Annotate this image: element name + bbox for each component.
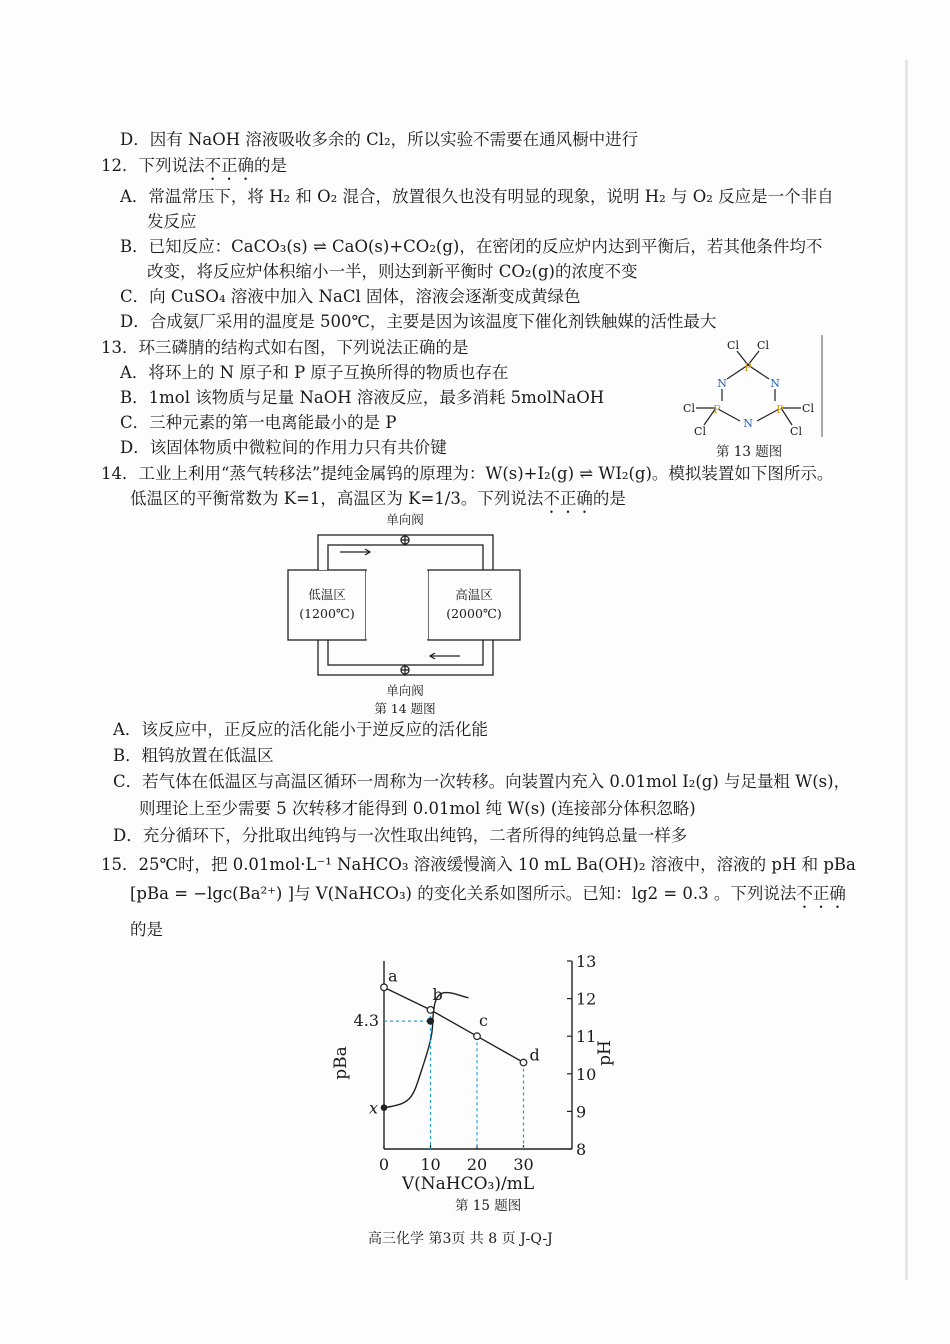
p-atom-left: P [713, 403, 721, 416]
pba-point-x [381, 1104, 388, 1111]
q13-structure-figure [670, 335, 825, 440]
q15-stem-line2-a: [pBa = −lgc(Ba²⁺) ]与 V(NaHCO₃) 的变化关系如图所示。已知：lg2 = 0.3 。下列说法 [130, 884, 797, 903]
n-atom-left: N [717, 377, 727, 390]
q12-option-d: D．合成氨厂采用的温度是 500℃，主要是因为该温度下催化剂铁触媒的活性最大 [120, 312, 717, 331]
right-tick-label: 13 [576, 952, 597, 971]
q15-stem-emphasis: 不正确 [796, 884, 846, 903]
q15-stem-line1: 15．25℃时，把 0.01mol·L⁻¹ NaHCO₃ 溶液缓慢滴入 10 mL Ba(OH)₂ 溶液中，溶液的 pH 和 pBa [101, 855, 856, 874]
cl-atom-4: Cl [802, 402, 814, 415]
left-axis-label: pBa [331, 1046, 351, 1080]
n-atom-bottom: N [743, 417, 753, 430]
q13-option-a: A．将环上的 N 原子和 P 原子互换所得的物质也存在 [120, 363, 509, 382]
q14-stem-line2-a: 低温区的平衡常数为 K=1，高温区为 K=1/3。下列说法 [130, 489, 544, 508]
ph-point-label-c: c [479, 1011, 488, 1031]
q14-apparatus-figure [270, 510, 540, 720]
cl-atom-5: Cl [694, 425, 706, 438]
q13-option-d: D．该固体物质中微粒间的作用力只有共价键 [120, 438, 447, 457]
n-atom-right: N [770, 377, 780, 390]
q14-stem-line1: 14．工业上利用“蒸气转移法”提纯金属钨的原理为：W(s)+I₂(g) ⇌ WI₂(g)。模拟装置如下图所示。 [101, 464, 834, 483]
q15-chart [320, 945, 620, 1194]
ph-point-a [381, 984, 388, 991]
q12-stem-b: 的是 [254, 156, 287, 175]
pba-curve [384, 993, 469, 1108]
ph-point-label-d: d [529, 1045, 540, 1065]
right-axis-label: pH [595, 1040, 615, 1066]
ph-point-d [520, 1059, 527, 1066]
p-atom-right: P [776, 403, 784, 416]
right-tick-label: 10 [576, 1064, 597, 1084]
x-tick-label: 0 [378, 1155, 390, 1174]
q12-option-a-line2: 发反应 [147, 212, 197, 231]
q14-option-c-line2: 则理论上至少需要 5 次转移才能得到 0.01mol 纯 W(s) (连接部分体积忽略) [139, 799, 696, 818]
cl-atom-6: Cl [790, 425, 802, 438]
cl-atom-3: Cl [683, 402, 695, 415]
q14-option-d: D．充分循环下，分批取出纯钨与一次性取出纯钨，二者所得的纯钨总量一样多 [113, 826, 688, 845]
q12-option-a-line1: A．常温常压下，将 H₂ 和 O₂ 混合，放置很久也没有明显的现象，说明 H₂ 与 O₂ 反应是一个非自 [120, 187, 834, 206]
q14-caption: 第 14 题图 [374, 701, 436, 716]
q12-option-b-line2: 改变，将反应炉体积缩小一半，则达到新平衡时 CO₂(g)的浓度不变 [147, 262, 638, 281]
right-tick-label: 9 [576, 1102, 587, 1122]
pba-value-label: 4.3 [353, 1011, 379, 1031]
ph-point-c [474, 1033, 481, 1040]
q11-option-d: D．因有 NaOH 溶液吸收多余的 Cl₂，所以实验不需要在通风橱中进行 [120, 130, 639, 149]
q15-caption: 第 15 题图 [455, 1198, 522, 1214]
x-tick-label: 30 [513, 1155, 534, 1174]
q12-option-c: C．向 CuSO₄ 溶液中加入 NaCl 固体，溶液会逐渐变成黄绿色 [120, 287, 581, 306]
q12-stem [101, 154, 287, 184]
valve-top-label: 单向阀 [386, 512, 424, 527]
cl-atom-1: Cl [727, 339, 739, 352]
cl-atom-2: Cl [757, 339, 769, 352]
ph-point-label-a: a [388, 966, 398, 986]
low-zone-temp: (1200℃) [299, 606, 355, 621]
q13-caption: 第 13 题图 [716, 444, 783, 460]
q12-option-b-line1: B．已知反应：CaCO₃(s) ⇌ CaO(s)+CO₂(g)，在密闭的反应炉内达到平衡后，若其他条件均不 [120, 237, 823, 256]
q14-option-b: B．粗钨放置在低温区 [113, 746, 274, 765]
q14-stem-emphasis: 不正确 [543, 489, 593, 508]
page-edge [905, 60, 908, 1280]
pba-point-label-x: x [369, 1098, 379, 1118]
q12-stem-emphasis: 不正确 [204, 156, 254, 175]
q13-stem: 13．环三磷腈的结构式如右图，下列说法正确的是 [101, 338, 469, 357]
q14-option-c-line1: C．若气体在低温区与高温区循环一周称为一次转移。向装置内充入 0.01mol I₂(g) 与足量粗 W(s)， [113, 772, 851, 791]
q15-stem-line2 [130, 882, 846, 912]
right-tick-label: 11 [576, 1027, 597, 1047]
q14-option-a: A．该反应中，正反应的活化能小于逆反应的活化能 [113, 720, 488, 739]
valve-bottom-label: 单向阀 [386, 683, 424, 698]
high-zone-temp: (2000℃) [446, 606, 502, 621]
q14-stem-line2-b: 的是 [592, 489, 626, 508]
ph-curve [384, 984, 524, 1062]
right-tick-label: 8 [576, 1140, 587, 1159]
ph-point-label-b: b [432, 984, 443, 1004]
ph-point-b [427, 1007, 434, 1014]
high-zone-label: 高温区 [455, 587, 493, 602]
x-tick-label: 10 [420, 1155, 441, 1174]
x-tick-label: 20 [466, 1155, 488, 1174]
q13-option-b: B．1mol 该物质与足量 NaOH 溶液反应，最多消耗 5molNaOH [120, 388, 605, 407]
x-axis-label: V(NaHCO₃)/mL [401, 1174, 535, 1194]
page-footer: 高三化学 第3页 共 8 页 J-Q-J [368, 1231, 553, 1247]
low-zone-label: 低温区 [308, 587, 346, 602]
right-tick-label: 12 [576, 989, 597, 1009]
q13-option-c: C．三种元素的第一电离能最小的是 P [120, 413, 397, 432]
q12-stem-a: 12．下列说法 [101, 156, 205, 175]
pba-point-10 [427, 1018, 434, 1025]
p-atom-top: P [744, 361, 752, 374]
q15-stem-line3: 的是 [130, 920, 163, 939]
